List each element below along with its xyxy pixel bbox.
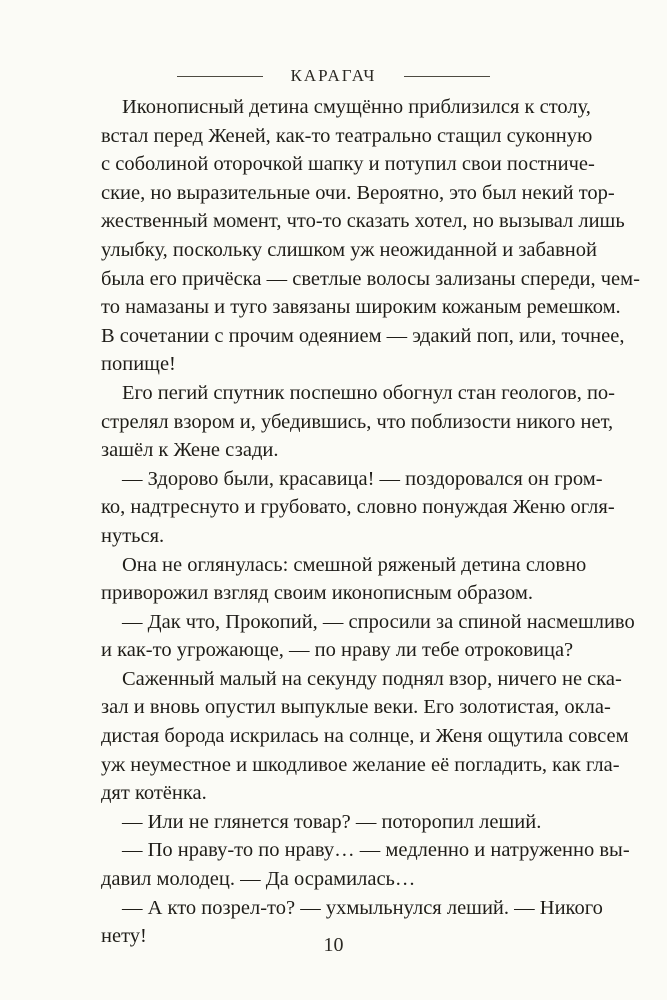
text-line: Иконописный детина смущённо приблизился к столу, xyxy=(122,96,591,118)
text-line: — А кто позрел-то? — ухмыльнулся леший. — Никого xyxy=(122,896,603,919)
text-line: — По нраву-то по нраву… — медленно и натруженно вы- xyxy=(122,839,630,862)
header-rule-left xyxy=(177,76,263,77)
text-line: была его причёска — светлые волосы зализаны спереди, чем- xyxy=(101,267,640,290)
text-line: В сочетании с прочим одеянием — эдакий поп, или, точнее, xyxy=(101,324,625,347)
text-line: с соболиной оторочкой шапку и потупил свои постниче- xyxy=(101,153,595,176)
paragraph xyxy=(101,93,640,379)
text-line: уж неуместное и шкодливое желание её погладить, как гла- xyxy=(101,753,620,776)
text-line: зашёл к Жене сзади. xyxy=(101,439,279,462)
running-title: КАРАГАЧ xyxy=(290,66,377,85)
paragraph xyxy=(101,551,587,608)
text-line: — Здорово были, красавица! — поздоровался он гром- xyxy=(122,467,603,490)
text-line: — Или не глянется товар? — поторопил леший. xyxy=(122,810,542,833)
text-line: встал перед Женей, как-то театрально стащил суконную xyxy=(101,124,593,147)
text-line: то намазаны и туго завязаны широким кожаным ремешком. xyxy=(101,296,621,319)
text-line: ко, надтреснуто и грубовато, словно понуждая Женю огля- xyxy=(101,496,615,519)
text-line: давил молодец. — Да осрамилась… xyxy=(101,868,416,891)
paragraph xyxy=(101,465,615,551)
text-line: попище! xyxy=(101,353,176,376)
text-line: и как-то угрожающе, — по нраву ли тебе отроковица? xyxy=(101,639,574,662)
paragraph xyxy=(101,836,630,893)
text-line: Саженный малый на секунду поднял взор, ничего не ска- xyxy=(122,667,622,690)
running-header xyxy=(0,63,667,89)
text-line: дистая борода искрилась на солнце, и Женя ощутила совсем xyxy=(101,725,629,748)
text-line: нуться. xyxy=(101,524,165,547)
text-line: жественный момент, что-то сказать хотел, но вызывал лишь xyxy=(101,210,625,233)
text-line: — Дак что, Прокопий, — спросили за спиной насмешливо xyxy=(122,610,635,633)
paragraph xyxy=(101,608,635,665)
paragraph xyxy=(101,808,561,837)
text-line: Его пегий спутник поспешно обогнул стан геологов, по- xyxy=(122,381,616,404)
header-rule-right xyxy=(404,76,490,77)
page-number: 10 xyxy=(323,934,344,956)
text-line: ские, но выразительные очи. Вероятно, это был некий тор- xyxy=(101,181,615,204)
text-line: улыбку, поскольку слишком уж неожиданной и забавной xyxy=(101,238,597,261)
paragraph xyxy=(101,379,616,465)
text-line: дят котёнка. xyxy=(101,782,207,805)
text-line: зал и вновь опустил выпуклые веки. Его золотистая, окла- xyxy=(101,696,611,719)
body-text xyxy=(101,93,640,951)
text-line: нету! xyxy=(101,925,147,948)
text-line: стрелял взором и, убедившись, что поблизости никого нет, xyxy=(101,410,614,433)
paragraph xyxy=(101,665,629,808)
text-line: приворожил взгляд своим иконописным образом. xyxy=(101,582,533,605)
text-line: Она не оглянулась: смешной ряженый детина словно xyxy=(122,553,587,576)
